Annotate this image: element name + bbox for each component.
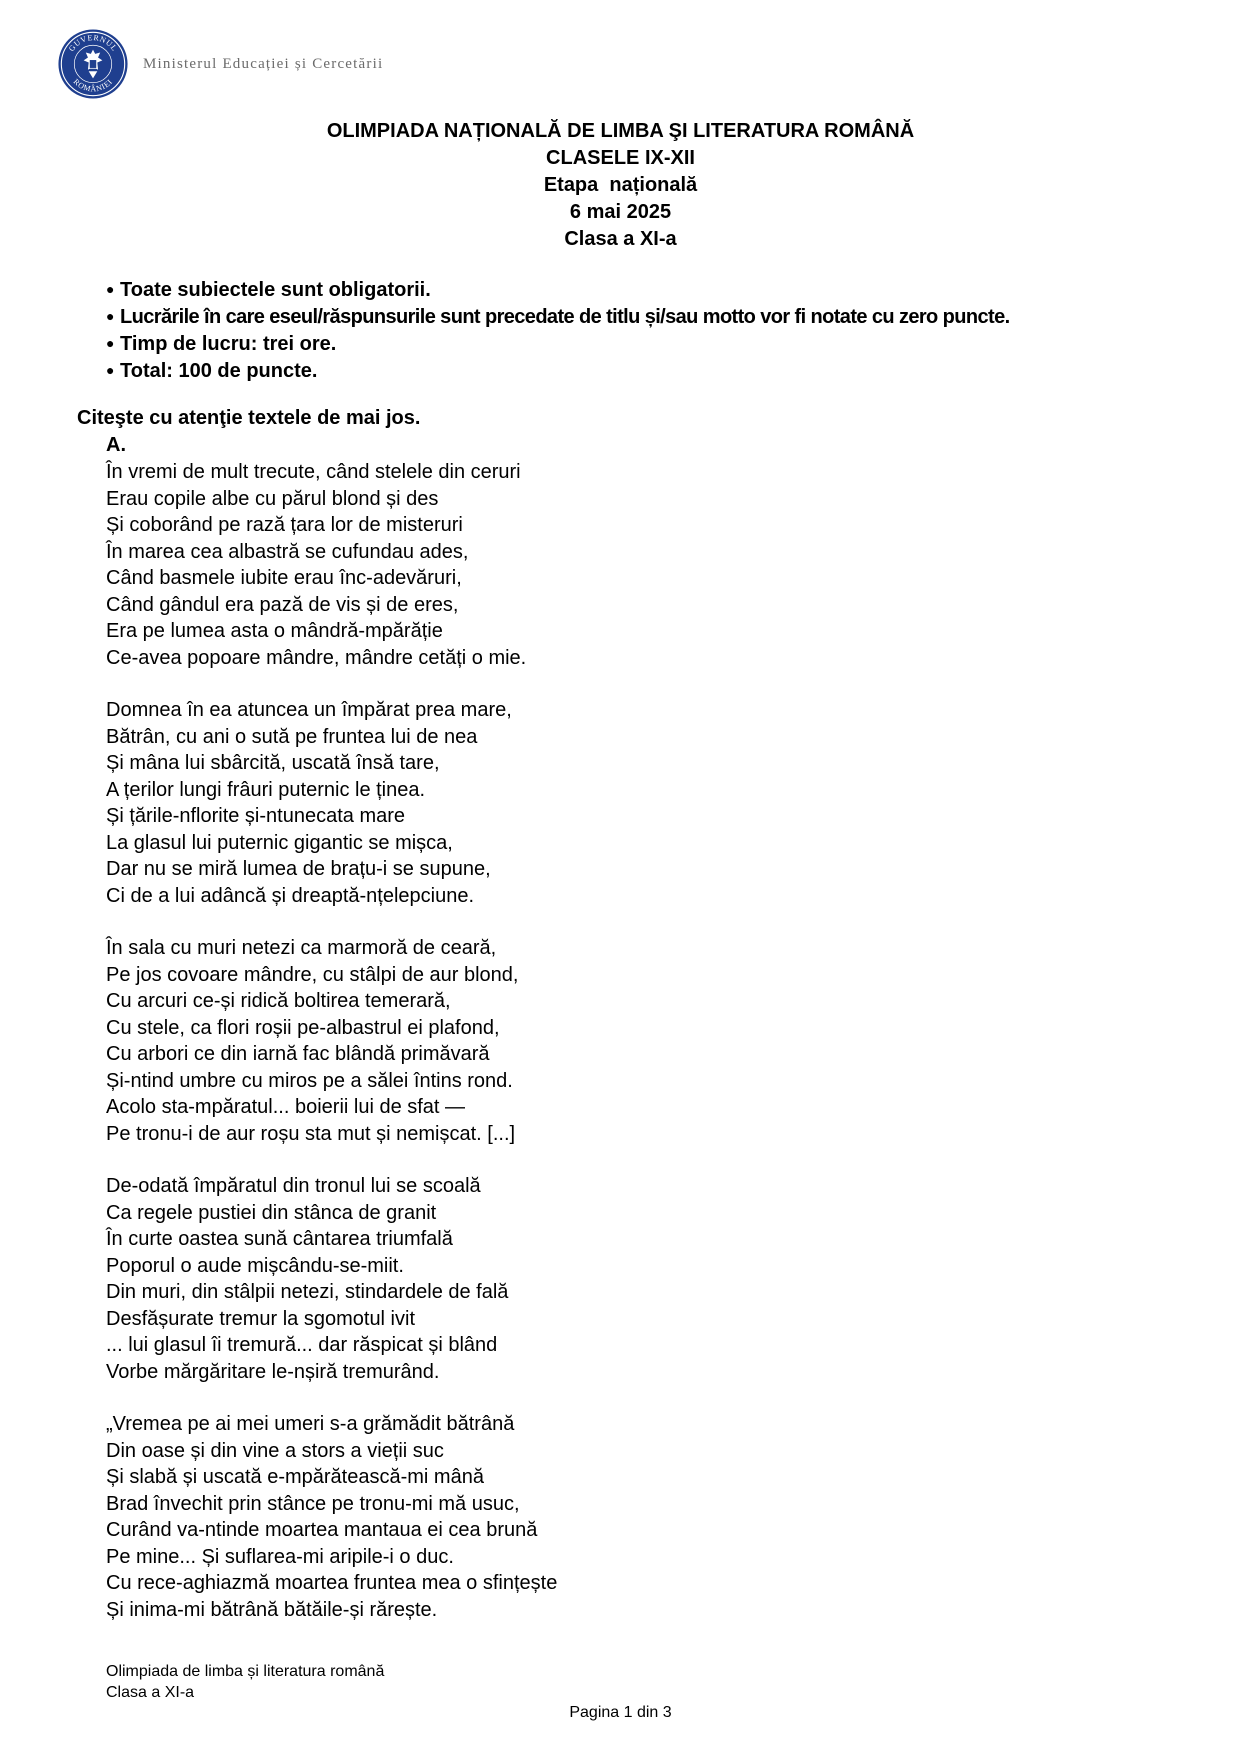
page-number: Pagina 1 din 3: [569, 1704, 672, 1721]
poem-line: Poporul o aude mișcându-se-miit.: [106, 1254, 404, 1277]
section-label: A.: [106, 434, 126, 456]
stanza: [106, 459, 557, 671]
poem-line: Pe mine... Și suflarea-mi aripile-i o duc.: [106, 1545, 454, 1568]
poem-line: De-odată împăratul din tronul lui se scoală: [106, 1175, 481, 1197]
footer-line-2: Clasa a XI-a: [106, 1684, 195, 1701]
poem-line: Pe tronu-i de aur roșu sta mut și nemișcat. [...]: [106, 1122, 516, 1145]
title-line-4: 6 mai 2025: [569, 201, 672, 223]
poem-text: [106, 459, 557, 1649]
poem-line: Cu arcuri ce-și ridică boltirea temerară,: [106, 990, 451, 1012]
poem-line: „Vremea pe ai mei umeri s-a grămădit bătrână: [106, 1413, 515, 1435]
bullet-icon: ●: [106, 281, 115, 297]
exam-title: [0, 118, 1241, 253]
list-item: ● Timp de lucru: trei ore.: [106, 330, 1010, 357]
title-line-5: Clasa a XI-a: [564, 228, 677, 250]
poem-line: Erau copile albe cu părul blond și des: [106, 487, 439, 510]
footer-line-1: Olimpiada de limba și literatura română: [106, 1663, 385, 1680]
stanza: [106, 935, 557, 1147]
seal-text-top: GUVERNUL: [66, 33, 120, 54]
exam-rules: [106, 276, 1010, 384]
bullet-icon: ●: [106, 335, 115, 351]
poem-line: În marea cea albastră se cufundau ades,: [106, 540, 469, 563]
seal-text-bottom: ROMÂNIEI: [71, 77, 115, 94]
poem-line: Când basmele iubite erau înc-adevăruri,: [106, 567, 462, 589]
poem-line: Și mâna lui sbârcită, uscată însă tare,: [106, 752, 440, 774]
stanza: [106, 1411, 557, 1623]
list-item: ● Toate subiectele sunt obligatorii.: [106, 276, 1010, 303]
poem-line: ... lui glasul îi tremură... dar răspicat și blând: [106, 1334, 498, 1356]
poem-line: Bătrân, cu ani o sută pe fruntea lui de nea: [106, 725, 478, 748]
poem-line: Și coborând pe rază țara lor de misteruri: [106, 514, 463, 536]
poem-line: În sala cu muri netezi ca marmoră de ceară,: [106, 937, 497, 959]
bullet-icon: ●: [106, 308, 114, 324]
poem-line: Ce-avea popoare mândre, mândre cetăți o mie.: [106, 646, 527, 669]
title-line-2: CLASELE IX-XII: [546, 147, 695, 169]
poem-line: Cu rece-aghiazmă moartea fruntea mea o sfințește: [106, 1572, 558, 1594]
poem-line: Și țările-nflorite și-ntunecata mare: [106, 805, 406, 827]
poem-line: Pe jos covoare mândre, cu stâlpi de aur blond,: [106, 963, 519, 986]
title-line-1: OLIMPIADA NAȚIONALĂ DE LIMBA ŞI LITERATURA ROMÂNĂ: [326, 120, 915, 142]
poem-line: Era pe lumea asta o mândră-mpărăție: [106, 620, 443, 642]
poem-line: Cu arbori ce din iarnă fac blândă primăvară: [106, 1043, 490, 1065]
list-item: ● Total: 100 de puncte.: [106, 357, 1010, 384]
poem-line: În vremi de mult trecute, când stelele din ceruri: [106, 461, 521, 483]
poem-line: La glasul lui puternic gigantic se mișca,: [106, 831, 453, 854]
poem-line: Cu stele, ca flori roșii pe-albastrul ei plafond,: [106, 1016, 500, 1039]
poem-line: Vorbe mărgăritare le-nșiră tremurând.: [106, 1360, 440, 1383]
bullet-icon: ●: [106, 362, 115, 378]
poem-line: Brad învechit prin stânce pe tronu-mi mă usuc,: [106, 1492, 520, 1515]
poem-line: Ca regele pustiei din stânca de granit: [106, 1201, 437, 1224]
reading-instruction: Citeşte cu atenţie textele de mai jos.: [77, 407, 421, 429]
poem-line: Domnea în ea atuncea un împărat prea mare,: [106, 699, 512, 721]
poem-line: Și inima-mi bătrână bătăile-și rărește.: [106, 1598, 438, 1621]
footer-info: [106, 1661, 384, 1703]
poem-line: Curând va-ntinde moartea mantaua ei cea brună: [106, 1519, 538, 1541]
poem-line: Dar nu se miră lumea de brațu-i se supune,: [106, 858, 491, 880]
title-line-3: Etapa națională: [543, 174, 698, 196]
poem-line: Desfășurate tremur la sgomotul ivit: [106, 1307, 416, 1330]
poem-line: Când gândul era pază de vis și de eres,: [106, 593, 459, 616]
ministry-name: Ministerul Educației și Cercetării: [143, 55, 384, 72]
page-header: [57, 28, 383, 100]
government-seal-icon: [57, 28, 129, 100]
poem-line: Acolo sta-mpăratul... boierii lui de sfat —: [106, 1096, 466, 1118]
list-item: ● Lucrările în care eseul/răspunsurile sunt precedate de titlu și/sau motto vor fi notate cu zero puncte.: [106, 303, 1010, 330]
poem-line: A țerilor lungi frâuri puternic le ținea.: [106, 778, 426, 801]
poem-line: În curte oastea sună cântarea triumfală: [106, 1228, 453, 1250]
poem-line: Ci de a lui adâncă și dreaptă-nțelepciune.: [106, 884, 475, 907]
stanza: [106, 697, 557, 909]
poem-line: Din muri, din stâlpii netezi, stindardele de fală: [106, 1281, 509, 1303]
poem-line: Și slabă și uscată e-mpărătească-mi mână: [106, 1466, 484, 1488]
poem-line: Și-ntind umbre cu miros pe a sălei întins rond.: [106, 1069, 513, 1092]
stanza: [106, 1173, 557, 1385]
poem-line: Din oase și din vine a stors a vieții suc: [106, 1439, 444, 1462]
